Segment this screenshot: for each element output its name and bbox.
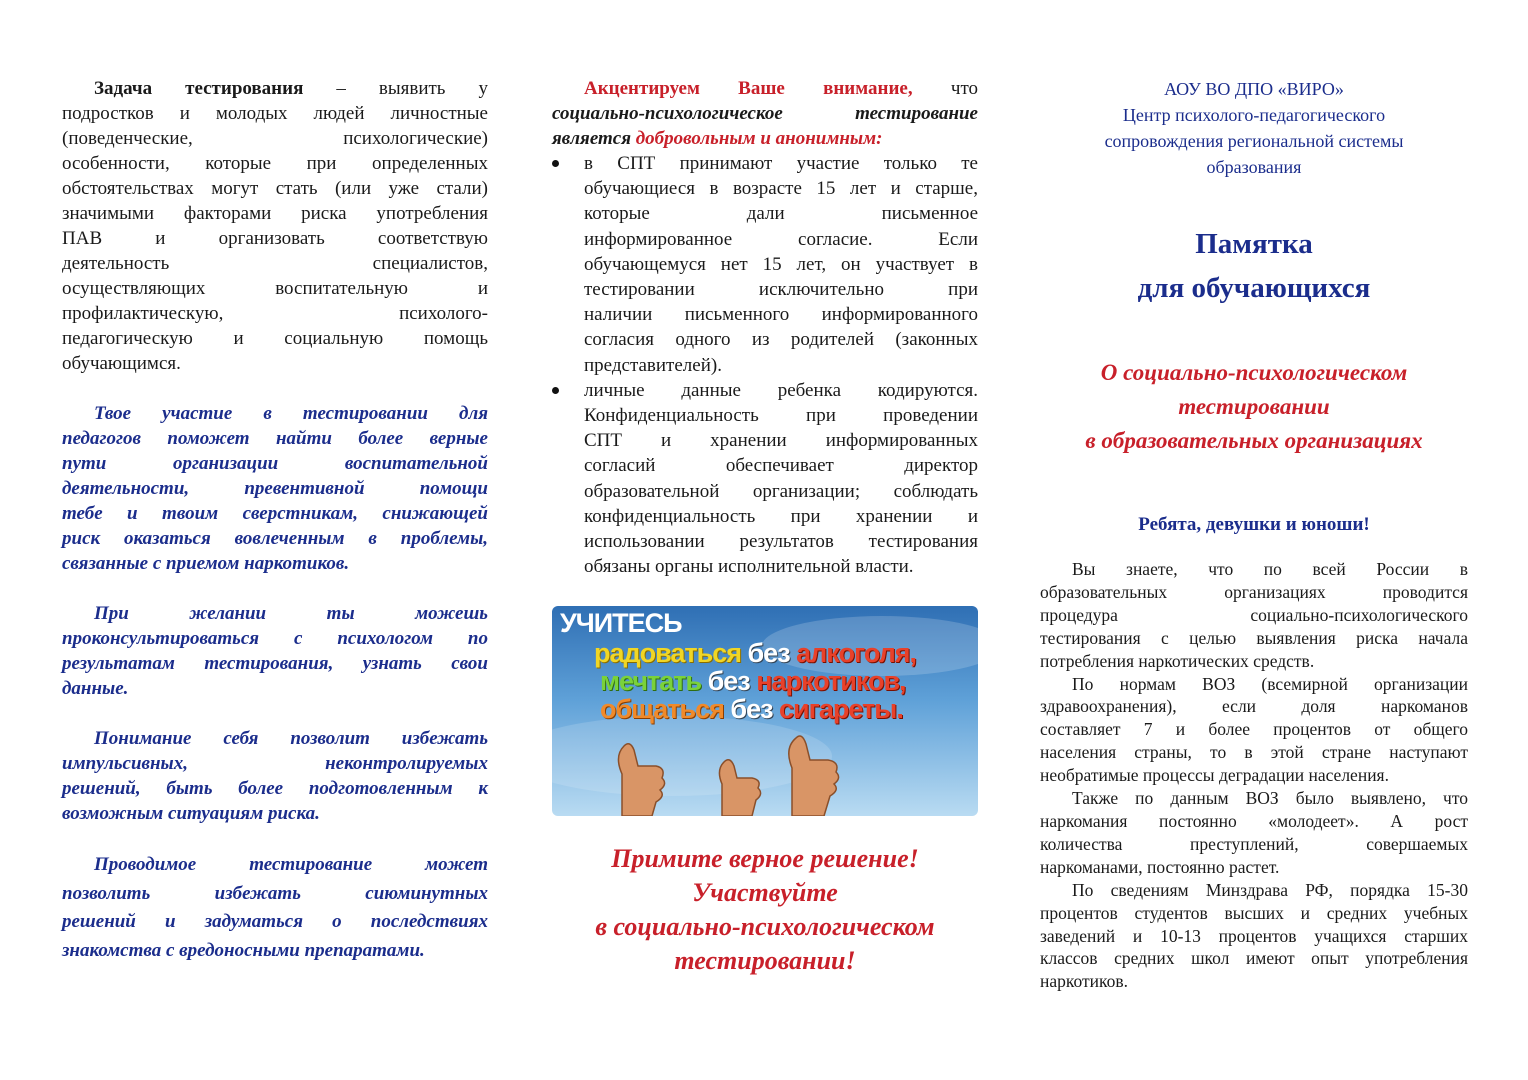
list-item: в СПТ принимают участие только те обучающиеся в возрасте 15 лет и старше, которые дали письменное информированное согласие. Если обучающемуся нет 15 лет, он участвует в тестировании исключительно при наличии письменного информированного согласия одного из родителей (законных представителей).: [552, 151, 978, 378]
greeting: Ребята, девушки и юноши!: [1138, 514, 1370, 535]
conditions-list: [552, 151, 978, 579]
page-title: Памятка для обучающихся: [1137, 228, 1371, 304]
poster-row-1: радоваться без алкоголя,: [594, 638, 917, 668]
consultation-paragraph: При желании ты можешь проконсультироваться с психологом по результатам тестирования, узнать свои данные.: [62, 603, 488, 699]
poster-row-3: общаться без сигареты.: [600, 694, 903, 724]
poster-row-2: мечтать без наркотиков,: [600, 666, 906, 696]
middle-column: [552, 76, 978, 579]
participation-paragraph: Твое участие в тестировании для педагогов поможет найти более верные пути организации воспитательной деятельности, превентивной помощи тебе и твоим сверстникам, снижающей риск оказаться вовлеченным в проблемы, связанные с приемом наркотиков.: [62, 403, 488, 574]
intro-label: Задача тестирования: [94, 78, 304, 99]
thumbs-up-icon: [552, 716, 978, 816]
intro-paragraph: Задача тестирования – выявить у подростков и молодых людей личностные (поведенческие, психологические) особенности, которые при определенных обстоятельствах могут стать (или уже стали) значимыми факторами риска употребления ПАВ и организовать соответствую деятельность специалистов, осуществляющих воспитательную и профилактическую, психолого- педагогическую и социальную помощь обучающимся.: [62, 78, 488, 374]
info-text: Вы знаете, что по всей России в образовательных организациях проводится процедура социально-психологического тестирования с целью выявления риска начала потребления наркотических средств. По нормам ВОЗ (всемирной организации здравоохранения), если доля наркоманов составляет 7 и более процентов от общего населения страны, то в этой стране наступают необратимые процессы деградации населения. Также по данным ВОЗ было выявлено, что наркомания постоянно «молодеет». А рост количества преступлений, совершаемых наркоманами, постоянно растет. По сведениям Минздрава РФ, порядка 15-30 процентов студентов высших и средних учебных заведений и 10-13 процентов учащихся старших классов средних школ имеют опыт употребления наркотиков.: [1040, 559, 1468, 992]
attention-heading: Акцентируем Ваше внимание, что социально-психологическое тестирование является добровольным и анонимным:: [552, 78, 979, 149]
left-column: [62, 76, 488, 965]
list-item: личные данные ребенка кодируются. Конфиденциальность при проведении СПТ и хранении информированных согласий обеспечивает директор образовательной организации; соблюдать конфиденциальность при хранении и использовании результатов тестирования обязаны органы исполнительной власти.: [552, 378, 978, 580]
self-understanding-paragraph: Понимание себя позволит избежать импульсивных, неконтролируемых решений, быть более подготовленным к возможным ситуациям риска.: [62, 728, 488, 824]
right-column: [1040, 76, 1468, 993]
call-to-action: Примите верное решение! Участвуйте в социально-психологическом тестировании!: [595, 844, 935, 975]
poster-headline: УЧИТЕСЬ: [560, 608, 682, 638]
organization-header: АОУ ВО ДПО «ВИРО» Центр психолого-педагогического сопровождения региональной системы образования: [1104, 79, 1404, 177]
testing-benefit-paragraph: Проводимое тестирование может позволить избежать сиюминутных решений и задуматься о последствиях знакомства с вредоносными препаратами.: [62, 854, 488, 961]
motivational-poster: [552, 606, 978, 816]
page-subtitle: О социально-психологическом тестировании в образовательных организациях: [1085, 360, 1423, 453]
